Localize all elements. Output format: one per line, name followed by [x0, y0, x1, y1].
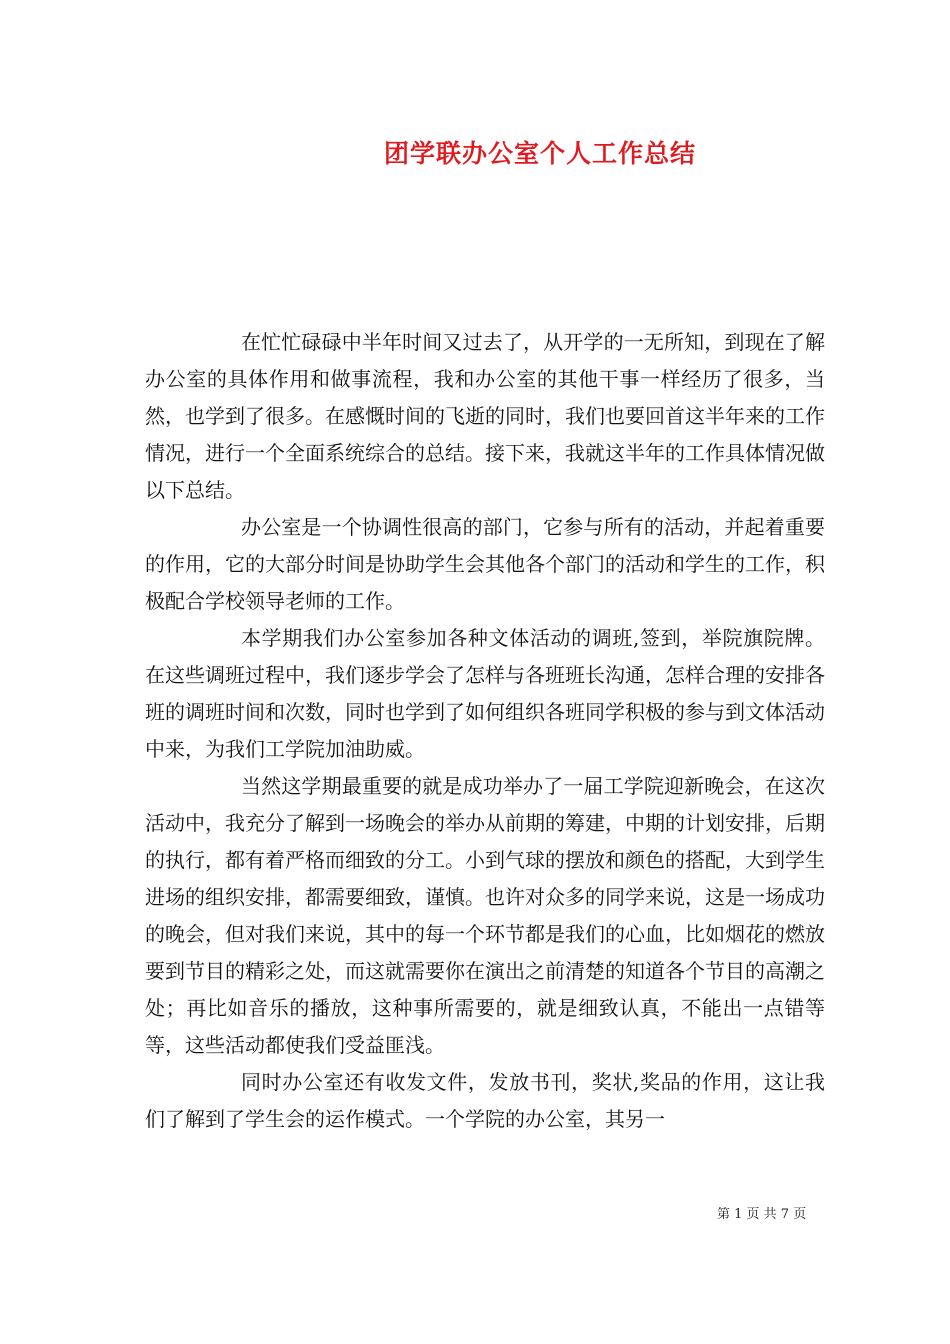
document-body [145, 324, 825, 1138]
paragraph-2: 办公室是一个协调性很高的部门，它参与所有的活动，并起着重要的作用，它的大部分时间是协助学生会其他各个部门的活动和学生的工作，积极配合学校领导老师的工作。 [145, 515, 825, 613]
paragraph-1: 在忙忙碌碌中半年时间又过去了，从开学的一无所知，到现在了解办公室的具体作用和做事流程，我和办公室的其他干事一样经历了很多，当然，也学到了很多。在感慨时间的飞逝的同时，我们也要回首这半年来的工作情况，进行一个全面系统综合的总结。接下来，我就这半年的工作具体情况做以下总结。 [145, 330, 825, 502]
paragraph-5: 同时办公室还有收发文件，发放书刊，奖状,奖品的作用，这让我们了解到了学生会的运作模式。一个学院的办公室，其另一 [145, 1070, 825, 1131]
page-number-footer: 第 1 页 共 7 页 [717, 1207, 807, 1222]
paragraph-3: 本学期我们办公室参加各种文体活动的调班,签到，举院旗院牌。在这些调班过程中，我们逐步学会了怎样与各班班长沟通，怎样合理的安排各班的调班时间和次数，同时也学到了如何组织各班同学积极的参与到文体活动中来，为我们工学院加油助威。 [145, 626, 825, 761]
paragraph-4: 当然这学期最重要的就是成功举办了一届工学院迎新晚会，在这次活动中，我充分了解到一场晚会的举办从前期的筹建，中期的计划安排，后期的执行，都有着严格而细致的分工。小到气球的摆放和颜色的搭配，大到学生进场的组织安排，都需要细致，谨慎。也许对众多的同学来说，这是一场成功的晚会，但对我们来说，其中的每一个环节都是我们的心血，比如烟花的燃放要到节目的精彩之处，而这就需要你在演出之前清楚的知道各个节目的高潮之处；再比如音乐的播放，这种事所需要的，就是细致认真，不能出一点错等等，这些活动都使我们受益匪浅。 [145, 774, 825, 1057]
document-title: 团学联办公室个人工作总结 [383, 139, 696, 168]
